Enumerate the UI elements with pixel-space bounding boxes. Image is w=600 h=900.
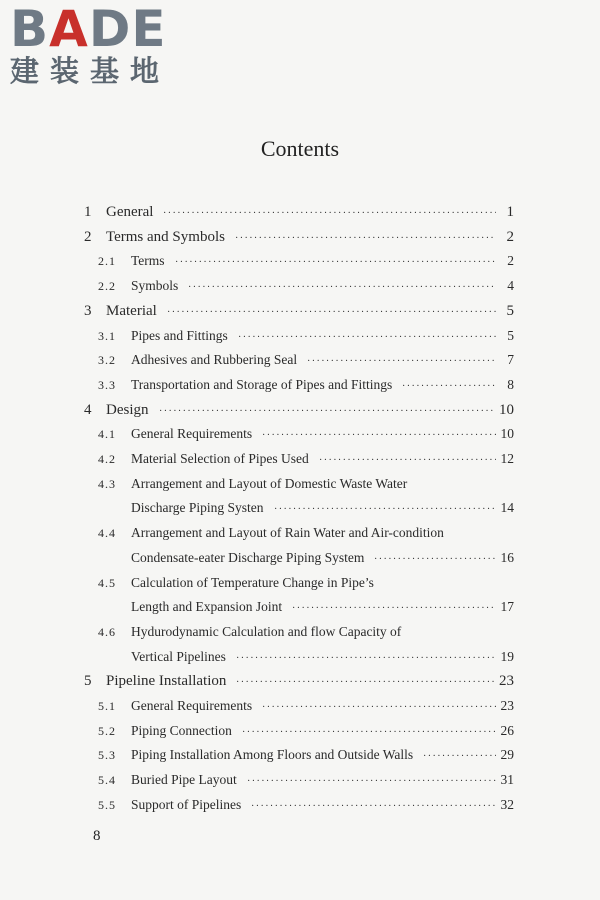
- toc-entry-page: 31: [500, 772, 514, 788]
- toc-entry-title: Material: [106, 302, 157, 319]
- toc-leader: [307, 349, 514, 373]
- toc-leader: [292, 596, 514, 620]
- toc-entry-number: 5.5: [98, 797, 116, 812]
- toc-entry-title: General Requirements: [131, 426, 253, 442]
- toc-section-row: [0, 497, 600, 519]
- toc-entry-title: Terms and Symbols: [106, 228, 225, 245]
- toc-entry-title: Hydurodynamic Calculation and flow Capacity of: [131, 623, 402, 639]
- toc-entry-page: 2: [507, 253, 514, 269]
- toc-section-row: [0, 522, 600, 544]
- toc-entry-page: 10: [500, 426, 514, 442]
- toc-dot-leader: [292, 598, 496, 620]
- toc-entry-title: Condensate-eater Discharge Piping System: [131, 549, 365, 565]
- toc-chapter-row: [0, 201, 600, 223]
- toc-entry-page: 19: [500, 648, 514, 664]
- toc-entry-page: 23: [500, 698, 514, 713]
- toc-dot-leader: [175, 252, 496, 274]
- toc-leader: [402, 374, 514, 398]
- toc-entry-page: 14: [500, 500, 514, 516]
- toc-dot-leader: [238, 327, 496, 349]
- toc-dot-leader: [247, 771, 496, 793]
- toc-leader: [167, 300, 514, 324]
- toc-leader: [159, 399, 514, 423]
- toc-entry-number: 4: [84, 401, 92, 418]
- toc-entry-title: Symbols: [131, 278, 179, 294]
- toc-entry-number: 5.3: [98, 748, 116, 763]
- toc-dot-leader: [251, 796, 496, 818]
- toc-entry-title: Pipes and Fittings: [131, 327, 228, 343]
- toc-dot-leader: [188, 277, 496, 299]
- toc-leader: [236, 670, 514, 694]
- toc-dot-leader: [242, 722, 496, 744]
- toc-section-row: [0, 744, 600, 766]
- toc-leader: [175, 250, 514, 274]
- toc-entry-page: 17: [500, 599, 514, 615]
- toc-leader: [374, 547, 514, 571]
- toc-leader: [247, 769, 514, 793]
- toc-leader: [235, 226, 514, 250]
- toc-entry-page: 12: [500, 451, 514, 466]
- toc-leader: [319, 448, 514, 472]
- toc-entry-number: 4.4: [98, 526, 116, 541]
- page-title: Contents: [260, 136, 340, 161]
- toc-entry-number: 2.1: [98, 254, 116, 269]
- logo-subtitle: 建装基地: [10, 54, 171, 88]
- toc-leader: [242, 720, 514, 744]
- toc-entry-title: General: [106, 204, 154, 220]
- toc-section-row: [0, 250, 600, 272]
- toc-section-row: [0, 423, 600, 445]
- toc-entry-title: General Requirements: [131, 698, 253, 713]
- toc-entry-title: Transportation and Storage of Pipes and Fittings: [131, 376, 393, 392]
- toc-section-row: [0, 621, 600, 643]
- toc-section-row: [0, 349, 600, 371]
- toc-section-row: [0, 448, 600, 470]
- toc-dot-leader: [274, 499, 496, 521]
- toc-entry-page: 29: [500, 747, 514, 763]
- toc-leader: [262, 423, 514, 447]
- toc-entry-page: 2: [506, 228, 514, 245]
- toc-chapter-row: [0, 670, 600, 692]
- toc-dot-leader: [167, 302, 496, 324]
- toc-entry-title: Buried Pipe Layout: [131, 772, 237, 788]
- toc-entry-number: 4.5: [98, 575, 116, 590]
- toc-entry-number: 5.1: [98, 699, 116, 713]
- bade-logo: [10, 0, 185, 88]
- toc-dot-leader: [374, 549, 496, 571]
- toc-dot-leader: [319, 450, 496, 472]
- toc-entry-title: Pipeline Installation: [106, 673, 227, 690]
- toc-entry-title: Piping Connection: [131, 722, 232, 738]
- toc-entry-title: Piping Installation Among Floors and Outside Walls: [131, 747, 414, 763]
- toc-entry-page: 1: [506, 204, 514, 220]
- toc-leader: [423, 744, 514, 768]
- toc-entry-page: 7: [507, 352, 514, 368]
- toc-dot-leader: [262, 697, 496, 719]
- toc-entry-number: 4.3: [98, 476, 116, 491]
- toc-entry-title: Material Selection of Pipes Used: [131, 451, 309, 466]
- toc-entry-title: Discharge Piping Systen: [131, 500, 264, 516]
- toc-section-row: [0, 325, 600, 347]
- toc-section-row: [0, 794, 600, 816]
- page-number: 8: [93, 828, 101, 844]
- toc-dot-leader: [163, 203, 496, 225]
- toc-dot-leader: [423, 746, 496, 768]
- toc-entry-number: 4.6: [98, 624, 116, 639]
- toc-chapter-row: [0, 399, 600, 421]
- toc-entry-title: Calculation of Temperature Change in Pipe’s: [131, 574, 374, 590]
- toc-entry-title: Design: [106, 401, 149, 418]
- toc-section-row: [0, 473, 600, 495]
- toc-section-row: [0, 695, 600, 717]
- toc-entry-number: 2.2: [98, 279, 116, 294]
- toc-section-row: [0, 769, 600, 791]
- toc-entry-number: 3.1: [98, 328, 116, 343]
- toc-dot-leader: [307, 351, 496, 373]
- toc-section-row: [0, 720, 600, 742]
- toc-entry-page: 26: [500, 722, 514, 738]
- toc-leader: [262, 695, 514, 719]
- toc-leader: [251, 794, 514, 818]
- toc-dot-leader: [159, 401, 495, 423]
- toc-entry-page: 32: [500, 796, 514, 812]
- toc-entry-page: 4: [507, 278, 514, 294]
- toc-chapter-row: [0, 226, 600, 248]
- toc-entry-number: 3: [84, 302, 92, 319]
- toc-entry-title: Vertical Pipelines: [131, 648, 226, 664]
- toc-section-row: [0, 572, 600, 594]
- toc-section-row: [0, 374, 600, 396]
- toc-entry-number: 4.2: [98, 452, 116, 466]
- toc-entry-number: 3.3: [98, 377, 116, 392]
- toc-entry-number: 2: [84, 228, 92, 245]
- toc-section-row: [0, 275, 600, 297]
- toc-entry-title: Adhesives and Rubbering Seal: [131, 352, 298, 368]
- toc-chapter-row: [0, 300, 600, 322]
- toc-section-row: [0, 646, 600, 668]
- toc-entry-page: 10: [499, 401, 514, 418]
- toc-entry-title: Length and Expansion Joint: [131, 599, 283, 615]
- toc-entry-title: Terms: [131, 253, 165, 269]
- toc-dot-leader: [402, 376, 496, 398]
- toc-dot-leader: [262, 425, 496, 447]
- toc-entry-number: 5.2: [98, 723, 116, 738]
- toc-entry-number: 5: [84, 673, 92, 690]
- toc-dot-leader: [236, 672, 495, 694]
- toc-leader: [163, 201, 514, 225]
- toc-dot-leader: [236, 648, 496, 670]
- toc-entry-title: Arrangement and Layout of Domestic Waste Water: [131, 475, 408, 491]
- toc-entry-number: 1: [84, 204, 92, 220]
- toc-leader: [238, 325, 514, 349]
- toc-dot-leader: [235, 228, 496, 250]
- toc-entry-number: 4.1: [98, 427, 116, 442]
- toc-section-row: [0, 547, 600, 569]
- toc-leader: [188, 275, 514, 299]
- toc-entry-number: 5.4: [98, 773, 116, 788]
- logo-wordmark: BADE: [10, 0, 167, 58]
- toc-entry-page: 16: [500, 549, 514, 565]
- toc-leader: [274, 497, 514, 521]
- toc-leader: [236, 646, 514, 670]
- toc-entry-page: 5: [506, 302, 514, 319]
- toc-entry-page: 5: [507, 327, 514, 343]
- toc-entry-page: 8: [507, 376, 514, 392]
- toc-entry-page: 23: [499, 673, 514, 690]
- toc-entry-title: Support of Pipelines: [131, 796, 242, 812]
- toc-section-row: [0, 596, 600, 618]
- toc-entry-number: 3.2: [98, 353, 116, 368]
- toc-entry-title: Arrangement and Layout of Rain Water and Air-condition: [131, 525, 444, 541]
